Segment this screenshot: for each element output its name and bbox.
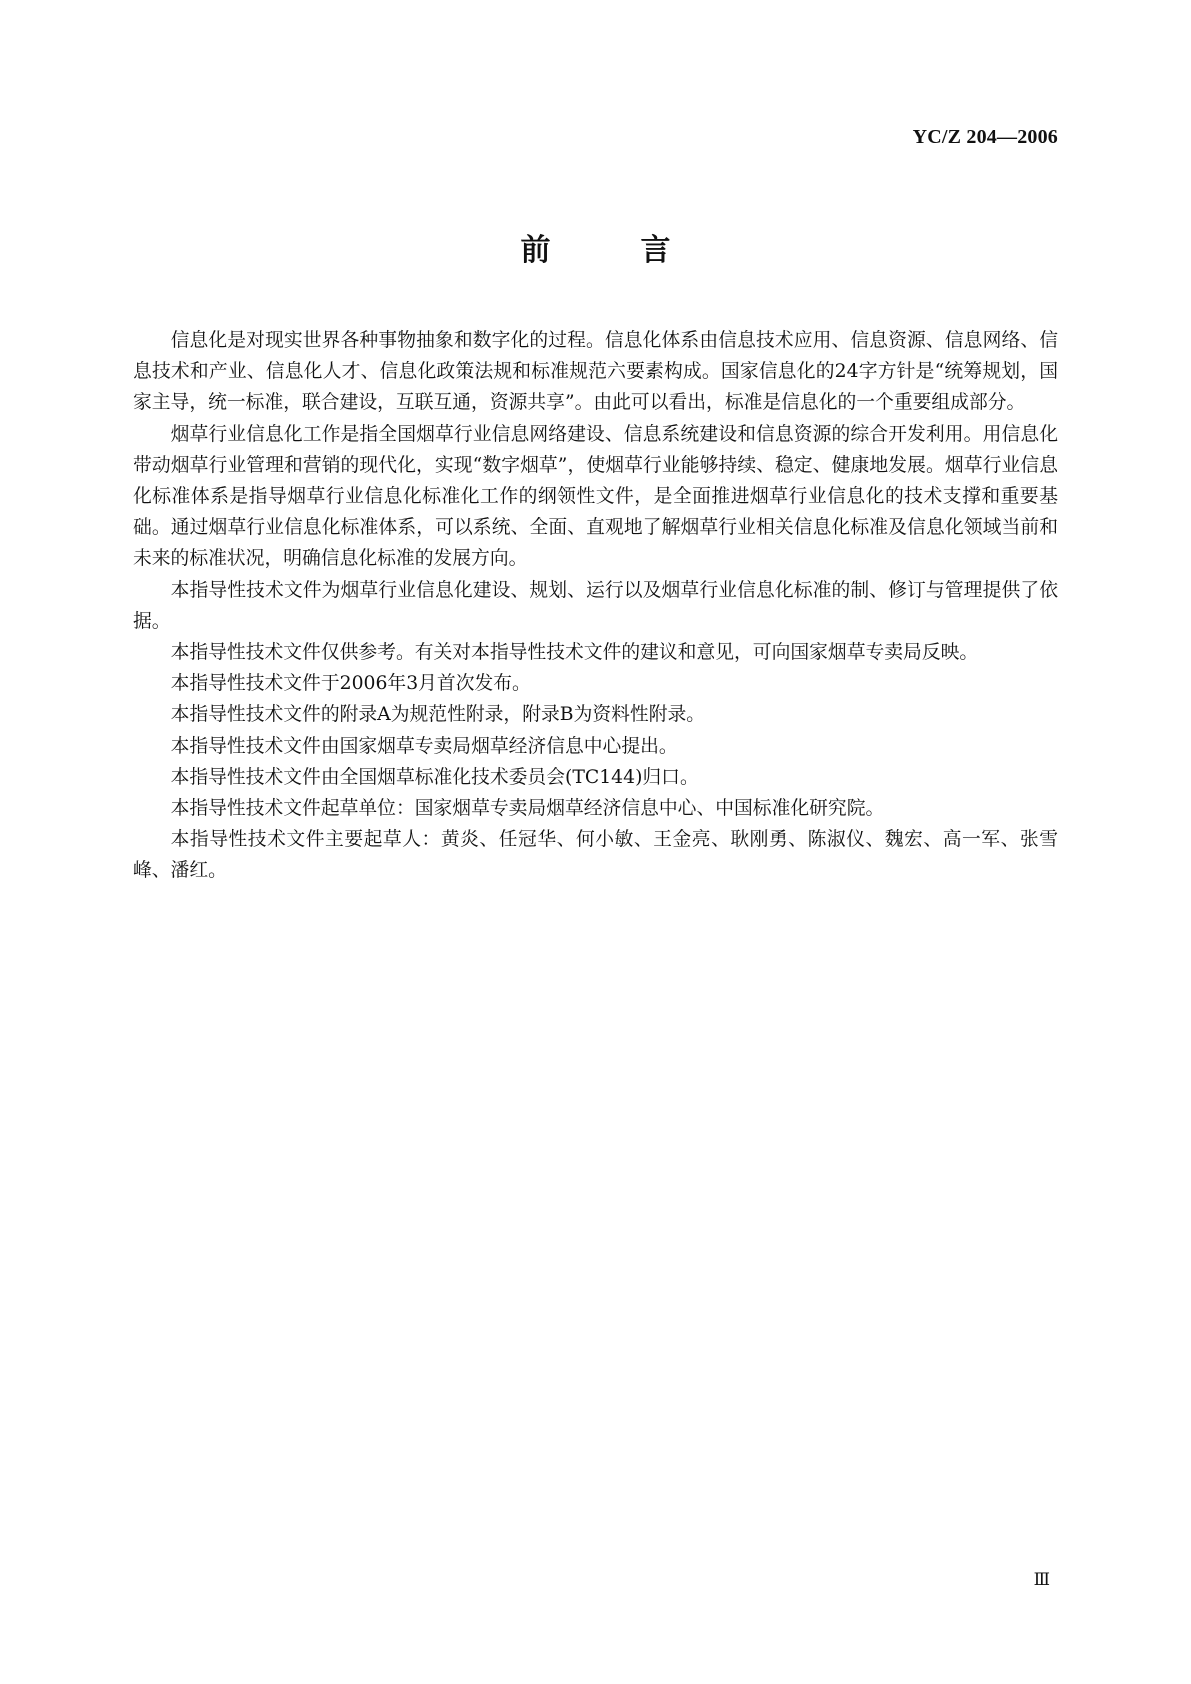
paragraph-drafters: 本指导性技术文件主要起草人：黄炎、任冠华、何小敏、王金亮、耿刚勇、陈淑仪、魏宏、高一军、张雪峰、潘红。 [133,829,1058,882]
paragraph-proposer: 本指导性技术文件由国家烟草专卖局烟草经济信息中心提出。 [170,735,678,757]
paragraph-purpose: 本指导性技术文件为烟草行业信息化建设、规划、运行以及烟草行业信息化标准的制、修订与管理提供了依据。 [133,579,1058,632]
paragraph-annex: 本指导性技术文件的附录A为规范性附录，附录B为资料性附录。 [170,704,706,726]
foreword-body [133,325,1058,887]
paragraph-committee: 本指导性技术文件由全国烟草标准化技术委员会(TC144)归口。 [170,766,699,788]
paragraph-tobacco-informatization: 烟草行业信息化工作是指全国烟草行业信息网络建设、信息系统建设和信息资源的综合开发利用。用信息化带动烟草行业管理和营销的现代化，实现“数字烟草”，使烟草行业能够持续、稳定、健康地发展。烟草行业信息化标准体系是指导烟草行业信息化标准化工作的纲领性文件，是全面推进烟草行业信息化的技术支撑和重要基础。通过烟草行业信息化标准体系，可以系统、全面、直观地了解烟草行业相关信息化标准及信息化领域当前和未来的标准状况，明确信息化标准的发展方向。 [133,423,1058,570]
document-code: YC/Z 204—2006 [912,126,1058,148]
paragraph-reference: 本指导性技术文件仅供参考。有关对本指导性技术文件的建议和意见，可向国家烟草专卖局反映。 [170,642,979,664]
paragraph-release: 本指导性技术文件于2006年3月首次发布。 [170,673,531,695]
page-title: 前 言 [520,233,701,268]
paragraph-drafting-units: 本指导性技术文件起草单位：国家烟草专卖局烟草经济信息中心、中国标准化研究院。 [170,798,885,820]
paragraph-informatization: 信息化是对现实世界各种事物抽象和数字化的过程。信息化体系由信息技术应用、信息资源、信息网络、信息技术和产业、信息化人才、信息化政策法规和标准规范六要素构成。国家信息化的24字方针是“统筹规划，国家主导，统一标准，联合建设，互联互通，资源共享”。由此可以看出，标准是信息化的一个重要组成部分。 [133,330,1058,414]
page-number: Ⅲ [1033,1570,1050,1589]
